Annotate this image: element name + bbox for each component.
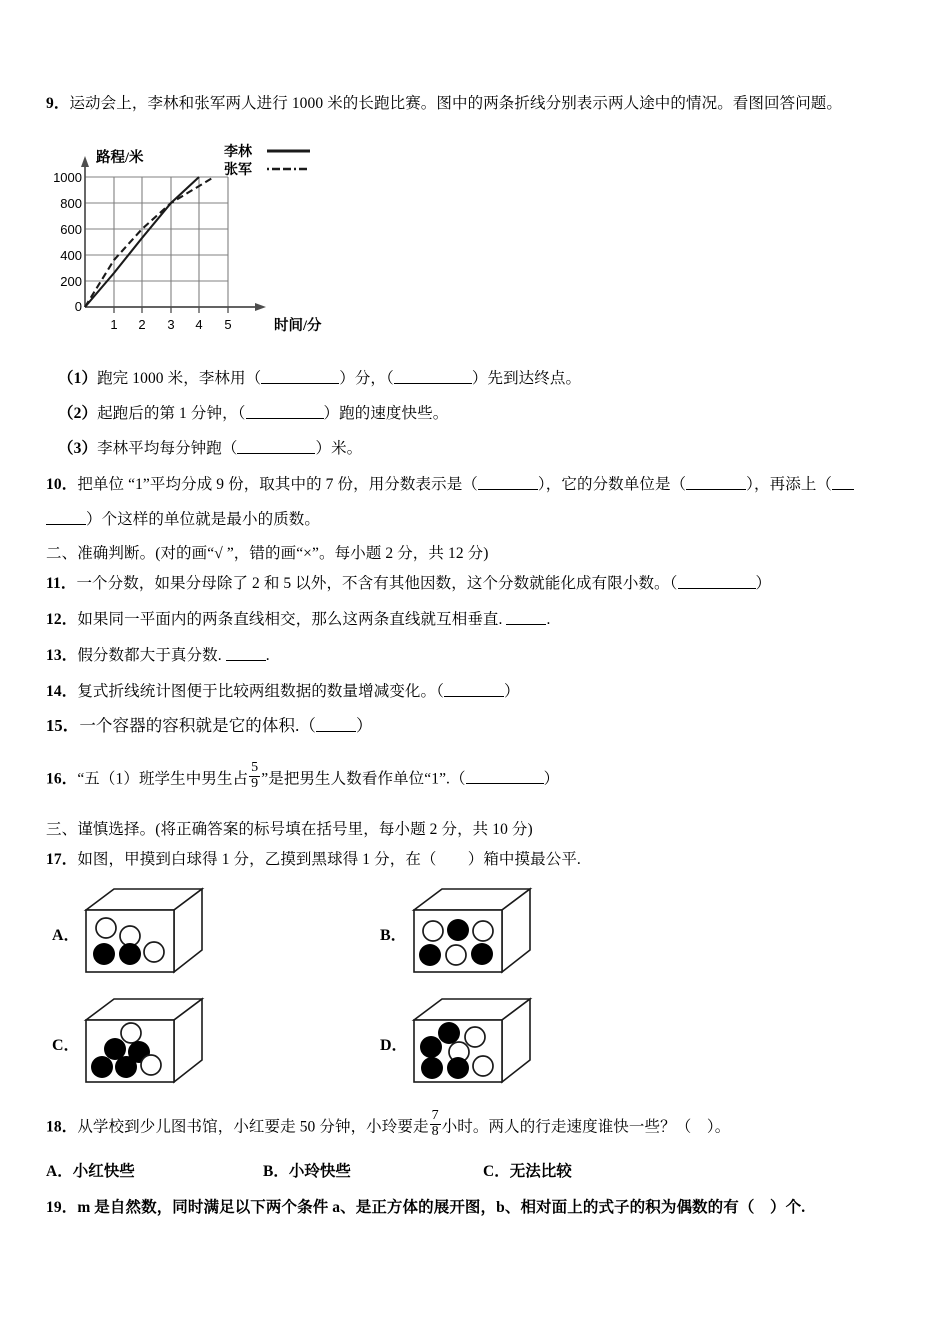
sub-3-label: （3）: [58, 440, 98, 457]
question-17: [46, 848, 581, 871]
question-9-text: 运动会上，李林和张军两人进行 1000 米的长跑比赛。图中的两条折线分别表示两人途中的情况。看图回答问题。: [69, 95, 843, 112]
svg-text:0: 0: [74, 299, 82, 314]
sub-1-pre: 跑完 1000 米，李林用（: [97, 370, 262, 387]
question-14: [46, 680, 520, 703]
ball-white: [446, 945, 466, 965]
ball-black: [438, 1022, 460, 1044]
question-19-text: m 是自然数，同时满足以下两个条件 a、是正方体的展开图，b、相对面上的式子的积为偶数的有（ ）个.: [77, 1199, 806, 1216]
question-9-sub-1: [58, 367, 581, 390]
svg-text:3: 3: [167, 317, 175, 332]
box-option-c[interactable]: [78, 994, 218, 1099]
ball-white: [473, 921, 493, 941]
question-13-number: 13．: [46, 647, 78, 664]
sub-3-post: ）米。: [315, 440, 363, 457]
question-19-number: 19．: [46, 1199, 78, 1216]
question-18-choice-c[interactable]: [483, 1159, 572, 1181]
ball-white: [473, 1056, 493, 1076]
choice-c-label: C．: [483, 1163, 510, 1180]
question-15-blank[interactable]: [316, 715, 356, 732]
question-15-number: 15．: [46, 716, 80, 735]
option-d-label: D．: [380, 1037, 408, 1054]
question-10-text-c: ），再添上（: [746, 476, 833, 493]
question-10-line-1: [46, 473, 941, 496]
ball-black: [420, 1036, 442, 1058]
chart-ylabel: 路程/米: [96, 150, 144, 166]
question-13-blank[interactable]: [226, 645, 266, 661]
question-10-line-2: [46, 508, 320, 531]
choice-b-text: 小玲快些: [288, 1163, 351, 1180]
svg-text:4: 4: [195, 317, 203, 332]
question-14-text: 复式折线统计图便于比较两组数据的数量增减变化。（: [77, 683, 444, 700]
question-18-choice-a[interactable]: [46, 1159, 135, 1181]
sub-1-blank-1[interactable]: [261, 368, 339, 384]
question-10-blank-3b[interactable]: [46, 509, 86, 525]
question-18-pre: 从学校到少儿图书馆，小红要走 50 分钟，小玲要走: [77, 1118, 429, 1136]
choice-c-text: 无法比较: [509, 1163, 572, 1180]
choice-a-label: A．: [46, 1163, 73, 1180]
option-c-label: C．: [52, 1037, 80, 1054]
question-11: [46, 572, 771, 595]
question-16-number: 16．: [46, 770, 78, 788]
question-16-blank[interactable]: [466, 769, 544, 785]
question-12-text: 如果同一平面内的两条直线相交，那么这两条直线就互相垂直.: [77, 611, 503, 628]
box-d-svg: [406, 994, 546, 1094]
box-a-svg: [78, 884, 218, 984]
question-17-text: 如图，甲摸到白球得 1 分，乙摸到黑球得 1 分，在（ ）箱中摸最公平.: [77, 851, 581, 868]
ball-black: [447, 1057, 469, 1079]
ball-black: [93, 943, 115, 965]
ball-black: [91, 1056, 113, 1078]
question-18-choice-b[interactable]: [263, 1159, 351, 1181]
ball-white: [121, 1023, 141, 1043]
sub-2-blank-1[interactable]: [246, 403, 324, 419]
question-13: [46, 644, 270, 667]
chart-xlabel: 时间/分: [274, 318, 322, 334]
sub-2-post: ）跑的速度快些。: [323, 405, 449, 422]
option-a-label: A．: [52, 927, 80, 944]
ball-black: [419, 944, 441, 966]
question-11-blank[interactable]: [678, 573, 756, 589]
question-13-tail: .: [265, 647, 270, 664]
question-10-number: 10．: [46, 476, 78, 493]
sub-3-pre: 李林平均每分钟跑（: [97, 440, 238, 457]
ball-white: [141, 1055, 161, 1075]
question-12-blank[interactable]: [506, 609, 546, 625]
question-10-text-a: 把单位 “1”平均分成 9 份，取其中的 7 份，用分数表示是（: [77, 476, 478, 493]
question-14-tail: ）: [503, 683, 520, 700]
box-c-svg: [78, 994, 218, 1094]
choice-a-text: 小红快些: [72, 1163, 135, 1180]
section-3-heading: [46, 818, 533, 841]
ball-white: [96, 918, 116, 938]
chart-x-ticklabels: [110, 317, 231, 332]
chart-svg: [52, 140, 382, 340]
fraction-denominator: 9: [251, 775, 259, 791]
svg-text:200: 200: [60, 274, 82, 289]
box-b-svg: [406, 884, 546, 984]
question-16: [46, 760, 560, 794]
question-9-number: 9．: [46, 95, 70, 112]
box-option-a[interactable]: [78, 884, 218, 989]
ball-black: [447, 919, 469, 941]
ball-black: [471, 943, 493, 965]
ball-black: [421, 1057, 443, 1079]
question-12-tail: .: [546, 611, 551, 628]
question-12: [46, 608, 550, 631]
ball-black: [119, 943, 141, 965]
section-2-heading-text: 二、准确判断。(对的画“√ ”，错的画“×”。每小题 2 分，共 12 分): [46, 545, 489, 562]
svg-text:1: 1: [110, 317, 118, 332]
chart-y-ticklabels: [53, 170, 82, 314]
question-19: [46, 1196, 805, 1219]
series-zhangjun-line: [85, 177, 214, 307]
question-11-text: 一个分数，如果分母除了 2 和 5 以外，不含有其他因数，这个分数就能化成有限小数。（: [76, 575, 678, 592]
option-b-label: B．: [380, 927, 407, 944]
legend-label-lilin: 李林: [224, 145, 252, 160]
sub-1-label: （1）: [58, 370, 98, 387]
question-9-sub-3: [58, 437, 362, 460]
question-15-tail: ）: [355, 716, 373, 735]
question-18-number: 18．: [46, 1118, 78, 1136]
question-10-text-d: ）个这样的单位就是最小的质数。: [86, 511, 321, 528]
chart-legend: [224, 143, 310, 178]
svg-text:600: 600: [60, 222, 82, 237]
question-10-blank-3a[interactable]: [832, 474, 854, 490]
question-9-stem: [46, 92, 936, 115]
box-option-b[interactable]: [406, 884, 546, 989]
box-option-d[interactable]: [406, 994, 546, 1099]
question-10-blank-2[interactable]: [686, 474, 746, 490]
svg-text:1000: 1000: [53, 170, 82, 185]
fraction-5-9: [249, 761, 260, 791]
ball-white: [423, 921, 443, 941]
question-18-post: 小时。两人的行走速度谁快一些？（ ）。: [441, 1118, 731, 1136]
ball-white: [144, 942, 164, 962]
ball-white: [465, 1027, 485, 1047]
question-16-post: ”是把男生人数看作单位“1”.（: [261, 770, 466, 788]
svg-text:400: 400: [60, 248, 82, 263]
section-3-heading-text: 三、谨慎选择。(将正确答案的标号填在括号里，每小题 2 分，共 10 分): [46, 821, 533, 838]
question-15-text: 一个容器的容积就是它的体积.（: [79, 716, 316, 735]
question-16-pre: “五（1）班学生中男生占: [77, 770, 249, 788]
question-11-number: 11．: [46, 575, 77, 592]
section-2-heading: [46, 542, 489, 565]
question-12-number: 12．: [46, 611, 78, 628]
chart-gridlines: [85, 177, 228, 307]
fraction-numerator: 5: [251, 760, 259, 776]
svg-text:2: 2: [138, 317, 146, 332]
svg-text:800: 800: [60, 196, 82, 211]
question-16-tail: ）: [543, 770, 560, 788]
question-17-number: 17．: [46, 851, 78, 868]
question-14-number: 14．: [46, 683, 78, 700]
question-13-text: 假分数都大于真分数.: [77, 647, 222, 664]
sub-3-blank-1[interactable]: [237, 438, 315, 454]
question-11-tail: ）: [755, 575, 772, 592]
line-chart-figure: [52, 140, 382, 340]
x-axis-arrow: [255, 303, 266, 311]
question-10-blank-1[interactable]: [478, 474, 538, 490]
question-10-text-b: ），它的分数单位是（: [537, 476, 687, 493]
fraction-numerator: 7: [431, 1108, 439, 1124]
sub-2-pre: 起跑后的第 1 分钟，（: [97, 405, 246, 422]
svg-text:5: 5: [224, 317, 232, 332]
sub-1-post: ）先到达终点。: [471, 370, 582, 387]
question-14-blank[interactable]: [444, 681, 504, 697]
ball-black: [115, 1056, 137, 1078]
sub-2-label: （2）: [58, 405, 98, 422]
question-15: [46, 714, 373, 739]
fraction-7-8: [430, 1109, 441, 1139]
choice-b-label: B．: [263, 1163, 289, 1180]
y-axis-arrow: [81, 156, 89, 167]
fraction-denominator: 8: [431, 1123, 439, 1139]
question-18: [46, 1108, 731, 1142]
sub-1-mid: ）分，（: [339, 370, 394, 387]
legend-label-zhangjun: 张军: [224, 163, 252, 178]
question-9-sub-2: [58, 402, 448, 425]
sub-1-blank-2[interactable]: [394, 368, 472, 384]
